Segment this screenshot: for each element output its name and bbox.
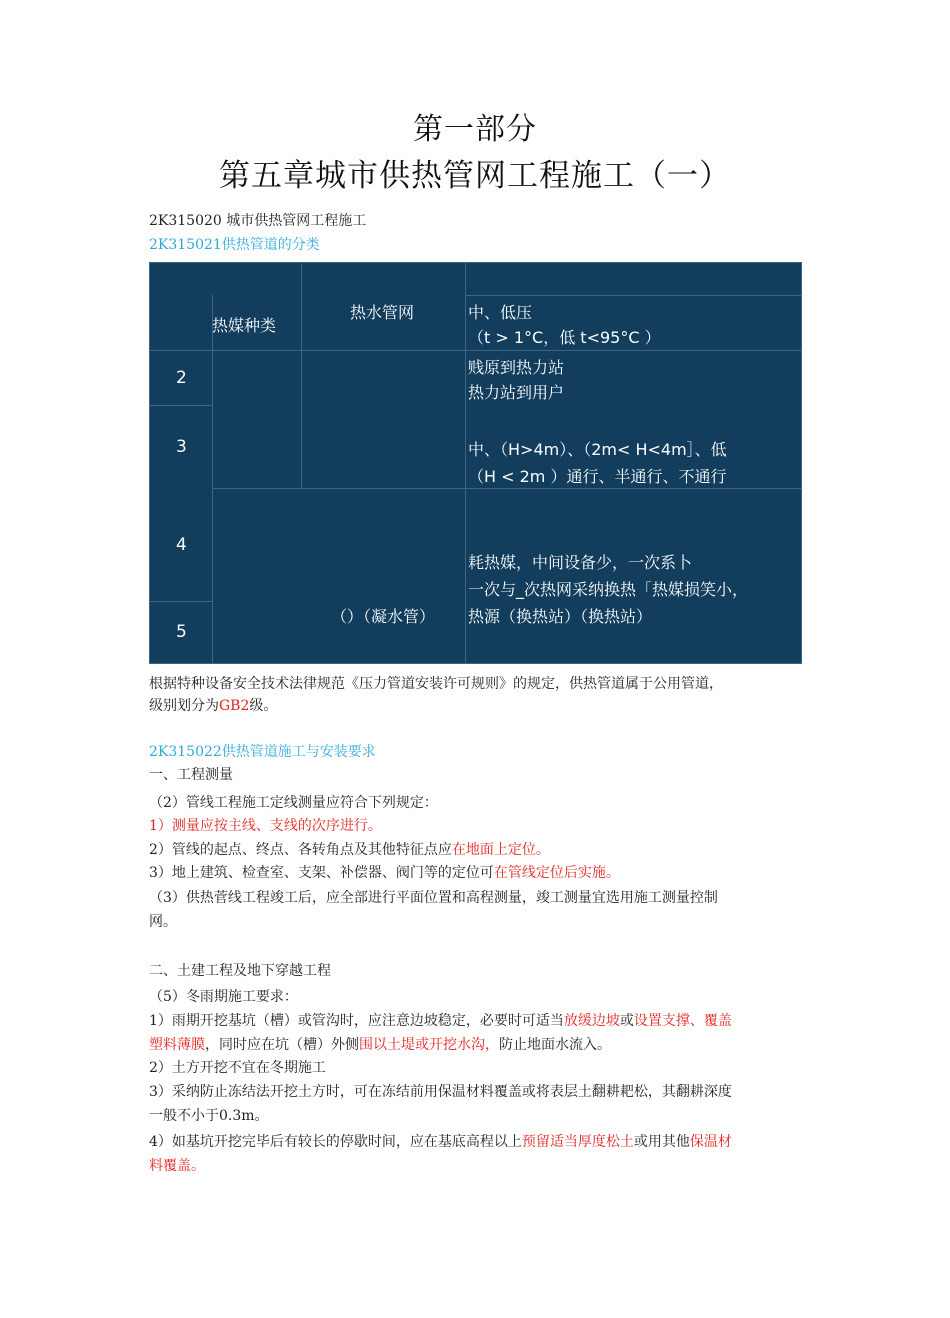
section2-p3-line2: 网。 [149,914,177,930]
classification-table [149,262,802,664]
row-number: 4 [176,535,187,555]
hot-water-label: 热水管网 [350,303,415,322]
row2-line1: 贱原到热力站 [468,358,565,377]
row2-line2: 热力站到用户 [468,383,565,402]
section-subtitle: 2K315021供热管道的分类 [149,237,320,253]
part-title: 第一部分 [413,112,537,147]
section-code-title: 2K315020 城市供热管网工程施工 [149,213,367,229]
header-label: 热媒种类 [212,316,277,335]
row-number: 2 [176,368,187,388]
row45-line3: 热源（换热站）（换热站） [468,607,653,626]
section2-item2: 2）管线的起点、终点、各转角点及其他特征点应在地面上定位。 [149,842,550,858]
section3-item3-line2: 一般不小于0.3m。 [149,1108,269,1124]
section2-heading: 一、工程测量 [149,767,233,783]
pressure-line1: 中、低压 [468,303,533,322]
para1-line2: 级别划分为GB2级。 [149,698,278,714]
section2-item1: 1）测量应按主线、支线的次序进行。 [149,818,382,834]
section2-p3-line1: （3）供热菅线工程竣工后，应全部进行平面位置和高程测量，竣工测量宜选用施工测量控制 [149,890,718,906]
row3-line2: （H < 2m ）通行、半通行、不通行 [468,467,727,486]
condensate-label: （）（凝水管） [331,607,436,626]
para1-line1: 根据特种设备安全技术法律规范《压力管道安装许可规则》的规定，供热管道属于公用管道， [149,676,723,692]
row3-line1: 中、（H>4m）、（2m< H<4m］、低 [468,440,727,459]
section3-item3-line1: 3）采纳防止冻结法开挖土方时，可在冻结前用保温材料覆盖或将表层土翻耕耙松，其翻耕深度 [149,1084,732,1100]
section3-item1-line1: 1）雨期开挖基坑（槽）或管沟时，应注意边坡稳定，必要时可适当放缓边坡或设置支撑、覆盖 [149,1013,732,1029]
row45-line1: 耗热媒，中间设备少，一次系卜 [468,553,693,572]
section3-p5: （5）冬雨期施工要求： [149,989,298,1005]
pressure-line2: （t > 1°C，低 t<95°C ） [468,328,661,347]
section2-title: 2K315022供热管道施工与安装要求 [149,744,376,760]
section3-item2: 2）土方开挖不宜在冬期施工 [149,1060,326,1076]
section2-p2: （2）管线工程施工定线测量应符合下列规定： [149,795,438,811]
section3-heading: 二、土建工程及地下穿越工程 [149,963,331,979]
row-number: 5 [176,622,187,642]
chapter-title: 第五章城市供热管网工程施工（一） [219,158,731,194]
row-number: 3 [176,437,187,457]
row45-line2: 一次与_次热网采纳换热「热媒损笑小， [468,580,749,599]
section2-item3: 3）地上建筑、检查室、支架、补偿器、阀门等的定位可在管线定位后实施。 [149,865,620,881]
section3-item4-line1: 4）如基坑开挖完毕后有较长的停歇时间，应在基底高程以上预留适当厚度松土或用其他保温材 [149,1134,732,1150]
section3-item4-line2: 料覆盖。 [149,1158,205,1174]
section3-item1-line2: 塑料薄膜，同时应在坑（槽）外侧围以土堤或开挖水沟，防止地面水流入。 [149,1037,611,1053]
